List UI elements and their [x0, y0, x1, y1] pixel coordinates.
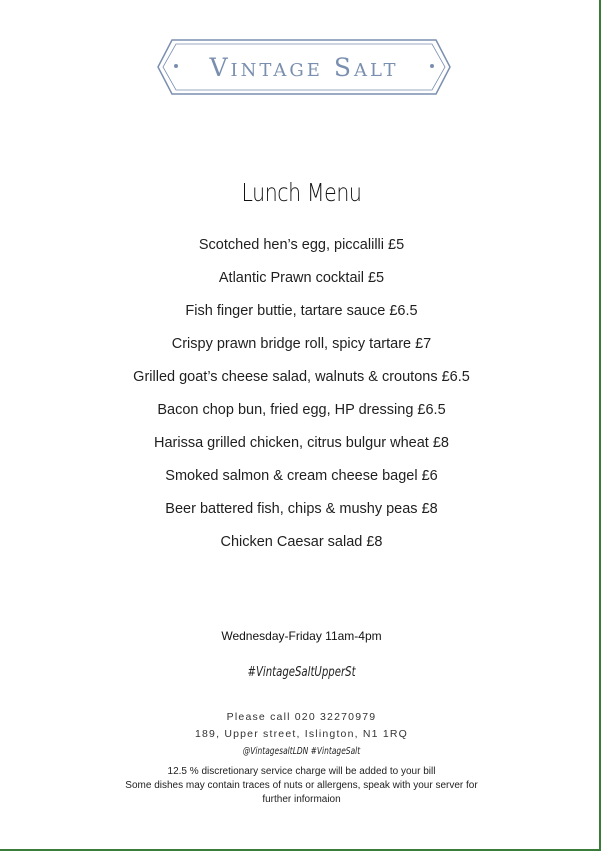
menu-item: Chicken Caesar salad £8 — [220, 534, 383, 550]
service-charge-note: 12.5 % discretionary service charge will be added to your bill — [167, 766, 436, 777]
hashtag: #VintageSaltUpperSt — [247, 665, 356, 680]
allergen-note-continued: further informaion — [262, 794, 341, 805]
menu-item: Beer battered fish, chips & mushy peas £8 — [165, 501, 438, 517]
menu-item: Harissa grilled chicken, citrus bulgur wheat £8 — [154, 435, 449, 451]
contact-phone: Please call 020 32270979 — [226, 711, 377, 723]
brand-logo — [156, 38, 452, 96]
menu-list — [0, 234, 603, 564]
social-handles: @VintagesaltLDN #VintageSalt — [242, 746, 361, 757]
opening-hours: Wednesday-Friday 11am-4pm — [221, 629, 382, 643]
logo-text: Vintage Salt — [209, 52, 399, 82]
menu-item: Smoked salmon & cream cheese bagel £6 — [165, 468, 438, 484]
allergen-note: Some dishes may contain traces of nuts or allergens, speak with your server for — [125, 780, 478, 791]
menu-item: Atlantic Prawn cocktail £5 — [218, 270, 385, 286]
menu-item: Fish finger buttie, tartare sauce £6.5 — [185, 303, 418, 319]
page-title: Lunch Menu — [241, 178, 362, 207]
menu-item: Crispy prawn bridge roll, spicy tartare £7 — [171, 336, 432, 352]
menu-item: Scotched hen’s egg, piccalilli £5 — [198, 237, 405, 253]
menu-item: Grilled goat’s cheese salad, walnuts & croutons £6.5 — [133, 369, 470, 385]
menu-item: Bacon chop bun, fried egg, HP dressing £6.5 — [157, 402, 446, 418]
contact-address: 189, Upper street, Islington, N1 1RQ — [194, 728, 409, 740]
